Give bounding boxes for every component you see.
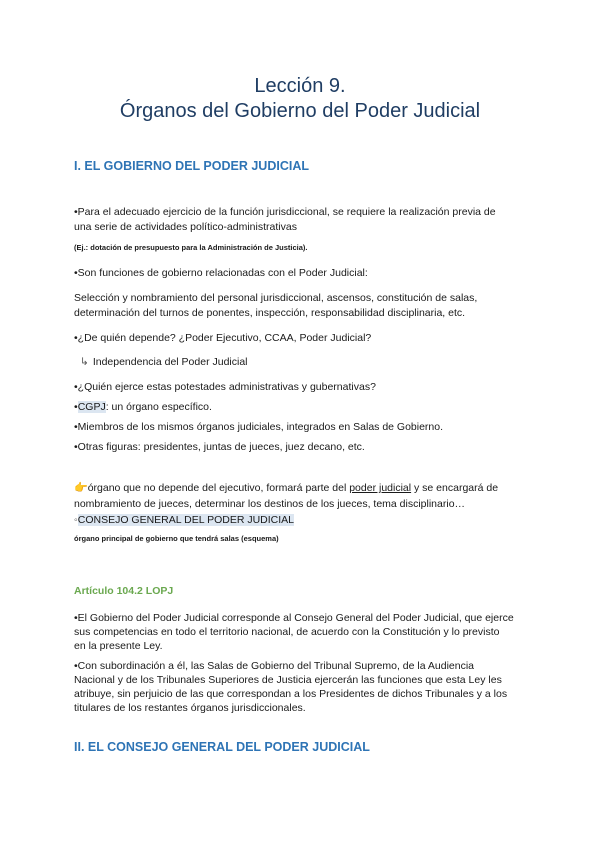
bullet-6: •Miembros de los mismos órganos judiciales, integrados en Salas de Gobierno. [74, 421, 444, 433]
sub-arrow-icon: ↳ [80, 356, 89, 368]
functions-line-2: determinación del turnos de ponentes, inspección, responsabilidad disciplinaria, etc. [74, 307, 466, 319]
section-1-heading: I. EL GOBIERNO DEL PODER JUDICIAL [74, 159, 309, 173]
poder-judicial-underlined: poder judicial [349, 482, 412, 494]
bullet-1-line-1: •Para el adecuado ejercicio de la función jurisdiccional, se requiere la realización previa de [74, 206, 496, 218]
bullet-5-prefix: • [74, 401, 78, 413]
article-heading: Artículo 104.2 LOPJ [74, 585, 174, 597]
bullet-1-line-2: una serie de actividades político-administrativas [74, 221, 297, 233]
article-para-2-line-2: Nacional y de los Tribunales Superiores de Justicia ejercerán las funciones que esta Ley les [74, 674, 502, 686]
bullet-5-rest: : un órgano específico. [105, 401, 212, 413]
note-line-4: órgano principal de gobierno que tendrá salas (esquema) [74, 534, 279, 543]
article-para-1-line-1: •El Gobierno del Poder Judicial corresponde al Consejo General del Poder Judicial, que ejerce [74, 612, 514, 624]
bullet-7: •Otras figuras: presidentes, juntas de jueces, juez decano, etc. [74, 441, 365, 453]
bullet-5 [74, 400, 534, 414]
bullet-4: •¿Quién ejerce estas potestades administrativas y gubernativas? [74, 381, 376, 393]
bullet-2: •Son funciones de gobierno relacionadas con el Poder Judicial: [74, 267, 368, 279]
note-line-1 [74, 481, 534, 495]
circle-bullet-icon: ◦ [74, 514, 78, 526]
article-para-2-line-3: atribuye, sin perjuicio de las que correspondan a los Presidentes de dichos Tribunales y a los [74, 688, 508, 700]
cgpj-full-highlight: CONSEJO GENERAL DEL PODER JUDICIAL [77, 514, 295, 526]
pointing-hand-icon: 👉 [74, 482, 88, 494]
section-2-heading: II. EL CONSEJO GENERAL DEL PODER JUDICIAL [74, 740, 370, 754]
note-line-1-b: y se encargará de [411, 482, 499, 494]
functions-line-1: Selección y nombramiento del personal jurisdiccional, ascensos, constitución de salas, [74, 292, 478, 304]
article-para-2-line-1: •Con subordinación a él, las Salas de Gobierno del Tribunal Supremo, de la Audiencia [74, 660, 475, 672]
page-title-line-1: Lección 9. [254, 75, 346, 97]
cgpj-highlight: CGPJ [77, 401, 106, 413]
note-line-3 [74, 513, 534, 527]
note-line-2: nombramiento de jueces, determinar los destinos de los jueces, tema disciplinario… [74, 498, 466, 510]
sub-item-label: Independencia del Poder Judicial [92, 356, 248, 368]
article-para-1-line-2: sus competencias en todo el territorio nacional, de acuerdo con la Constitución y lo previsto [74, 626, 500, 638]
article-para-1-line-3: en la presente Ley. [74, 640, 163, 652]
sub-item [80, 355, 540, 369]
page-title-line-2: Órganos del Gobierno del Poder Judicial [119, 100, 481, 122]
note-line-1-a: órgano que no depende del ejecutivo, formará parte del [87, 482, 350, 494]
example-note: (Ej.: dotación de presupuesto para la Administración de Justicia). [74, 243, 308, 252]
article-para-2-line-4: titulares de los restantes órganos jurisdiccionales. [74, 702, 306, 714]
bullet-3: •¿De quién depende? ¿Poder Ejecutivo, CCAA, Poder Judicial? [74, 332, 372, 344]
